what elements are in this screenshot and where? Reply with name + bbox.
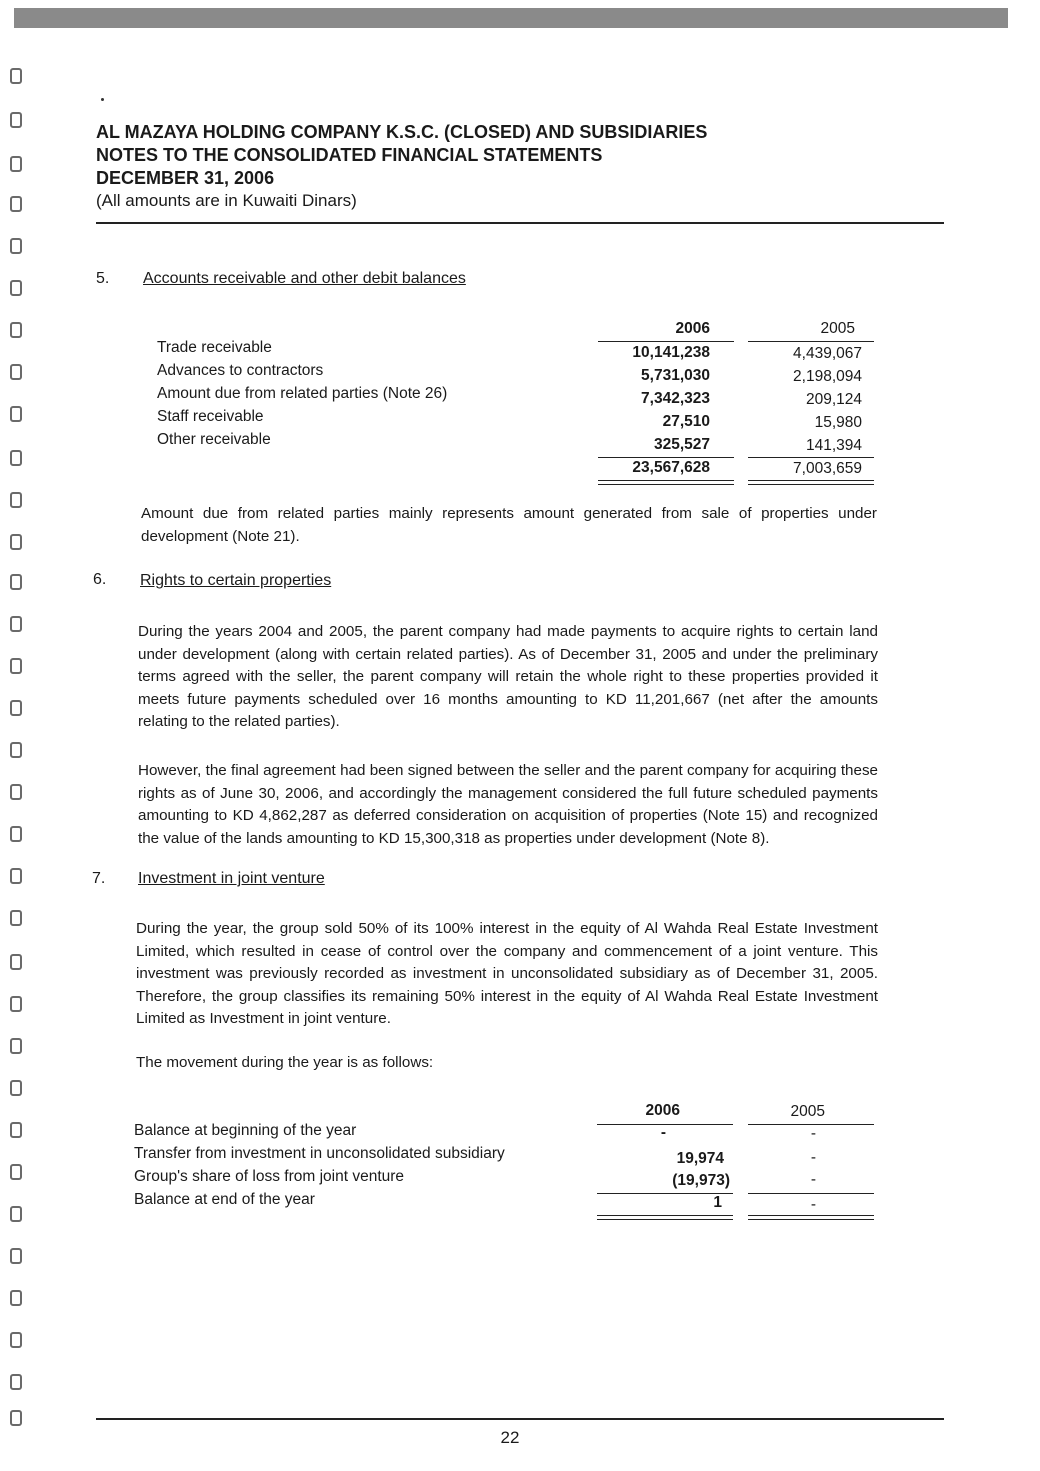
- row-label: Trade receivable: [157, 339, 272, 356]
- row-value-2005: -: [810, 1149, 816, 1166]
- row-value-2005: 15,980: [814, 414, 862, 431]
- note5-title: Accounts receivable and other debit balances: [143, 270, 466, 287]
- note6-paragraph1: During the years 2004 and 2005, the parent company had made payments to acquire rights to certain land under development (along with certain related parties). As of December 31, 2005 and under the preliminary terms agreed with the seller, the parent company will retain the whole right to these properties provided it meets future payments scheduled over 16 months amounting to KD 11,201,667 (net after the amounts relating to the related parties).: [138, 623, 878, 730]
- row-value-2006: 10,141,238: [632, 344, 710, 361]
- table-row: [157, 408, 264, 431]
- note7-col-2006: 2006: [645, 1102, 680, 1119]
- row-value-2006: 5,731,030: [641, 367, 710, 384]
- row-value-2005: 141,394: [805, 437, 862, 454]
- note5-total-2005: 7,003,659: [793, 460, 862, 477]
- note5-col-2005: 2005: [820, 320, 855, 337]
- note7-number: 7.: [92, 870, 106, 887]
- row-value-2006: 27,510: [662, 413, 710, 430]
- table-row: [157, 431, 271, 454]
- row-label: Advances to contractors: [157, 362, 324, 379]
- scan-top-bar: [14, 8, 1008, 28]
- row-value-2005: 209,124: [805, 391, 862, 408]
- table-row: [134, 1145, 505, 1168]
- stray-mark: [101, 98, 104, 101]
- document-title: NOTES TO THE CONSOLIDATED FINANCIAL STATEMENTS: [96, 145, 603, 165]
- table-row: [157, 362, 323, 385]
- row-value-2006: 1: [713, 1194, 722, 1211]
- statement-date: DECEMBER 31, 2006: [96, 168, 275, 188]
- row-label: Amount due from related parties (Note 26): [157, 385, 448, 402]
- footer-divider: [96, 1418, 944, 1420]
- note5-paragraph: Amount due from related parties mainly represents amount generated from sale of properties under development (Note 21).: [141, 505, 877, 545]
- note6-paragraph2: However, the final agreement had been signed between the seller and the parent company for acquiring these rights as of June 30, 2006, and accordingly the management considered the full future scheduled payments amounting to KD 4,862,287 as deferred consideration on acquisition of properties (Note 15) and recognized the value of the lands amounting to KD 15,300,318 as properties under development (Note 8).: [138, 762, 878, 847]
- table-row: [134, 1168, 404, 1191]
- row-label: Group's share of loss from joint venture: [134, 1168, 405, 1185]
- page-header: [96, 121, 707, 212]
- note7-paragraph1: During the year, the group sold 50% of its 100% interest in the equity of Al Wahda Real Estate Investment Limited, which resulted in cease of control over the company and commencement of a joint venture. This investment was previously recorded as investment in unconsolidated subsidiary as of December 31, 2005. Therefore, the group classifies its remaining 50% interest in the equity of Al Wahda Real Estate Investment Limited as Investment in joint venture.: [136, 920, 878, 1027]
- note7-col-2005: 2005: [790, 1103, 825, 1120]
- row-value-2005: 4,439,067: [793, 345, 862, 362]
- note7-title: Investment in joint venture: [138, 870, 325, 887]
- row-value-2005: 2,198,094: [793, 368, 862, 385]
- table-row: [157, 385, 447, 408]
- note6-title: Rights to certain properties: [140, 572, 332, 589]
- row-value-2005: -: [810, 1171, 816, 1188]
- note7-paragraph2: The movement during the year is as follows:: [136, 1054, 434, 1071]
- row-value-2006: 325,527: [653, 436, 710, 453]
- note5-col-2006: 2006: [675, 320, 710, 337]
- table-row: [157, 339, 272, 362]
- note6-number: 6.: [93, 571, 107, 588]
- row-value-2006: (19,973): [672, 1172, 730, 1189]
- row-label: Staff receivable: [157, 408, 264, 425]
- note5-total-2006: 23,567,628: [632, 459, 710, 476]
- row-label: Other receivable: [157, 431, 271, 448]
- currency-note: (All amounts are in Kuwaiti Dinars): [96, 191, 357, 210]
- row-label: Balance at beginning of the year: [134, 1122, 357, 1139]
- note5-number: 5.: [96, 270, 110, 287]
- row-label: Balance at end of the year: [134, 1191, 315, 1208]
- row-value-2005: -: [810, 1196, 816, 1213]
- row-value-2006: -: [660, 1124, 666, 1141]
- row-value-2005: -: [810, 1125, 816, 1142]
- table-row: [134, 1191, 315, 1214]
- row-label: Transfer from investment in unconsolidated subsidiary: [134, 1145, 505, 1162]
- table-row: [134, 1122, 356, 1145]
- header-divider: [96, 222, 944, 224]
- row-value-2006: 7,342,323: [641, 390, 710, 407]
- company-name: AL MAZAYA HOLDING COMPANY K.S.C. (CLOSED) AND SUBSIDIARIES: [96, 122, 708, 142]
- page-number: 22: [500, 1428, 520, 1447]
- row-value-2006: 19,974: [676, 1150, 724, 1167]
- binding-holes: [6, 60, 32, 1440]
